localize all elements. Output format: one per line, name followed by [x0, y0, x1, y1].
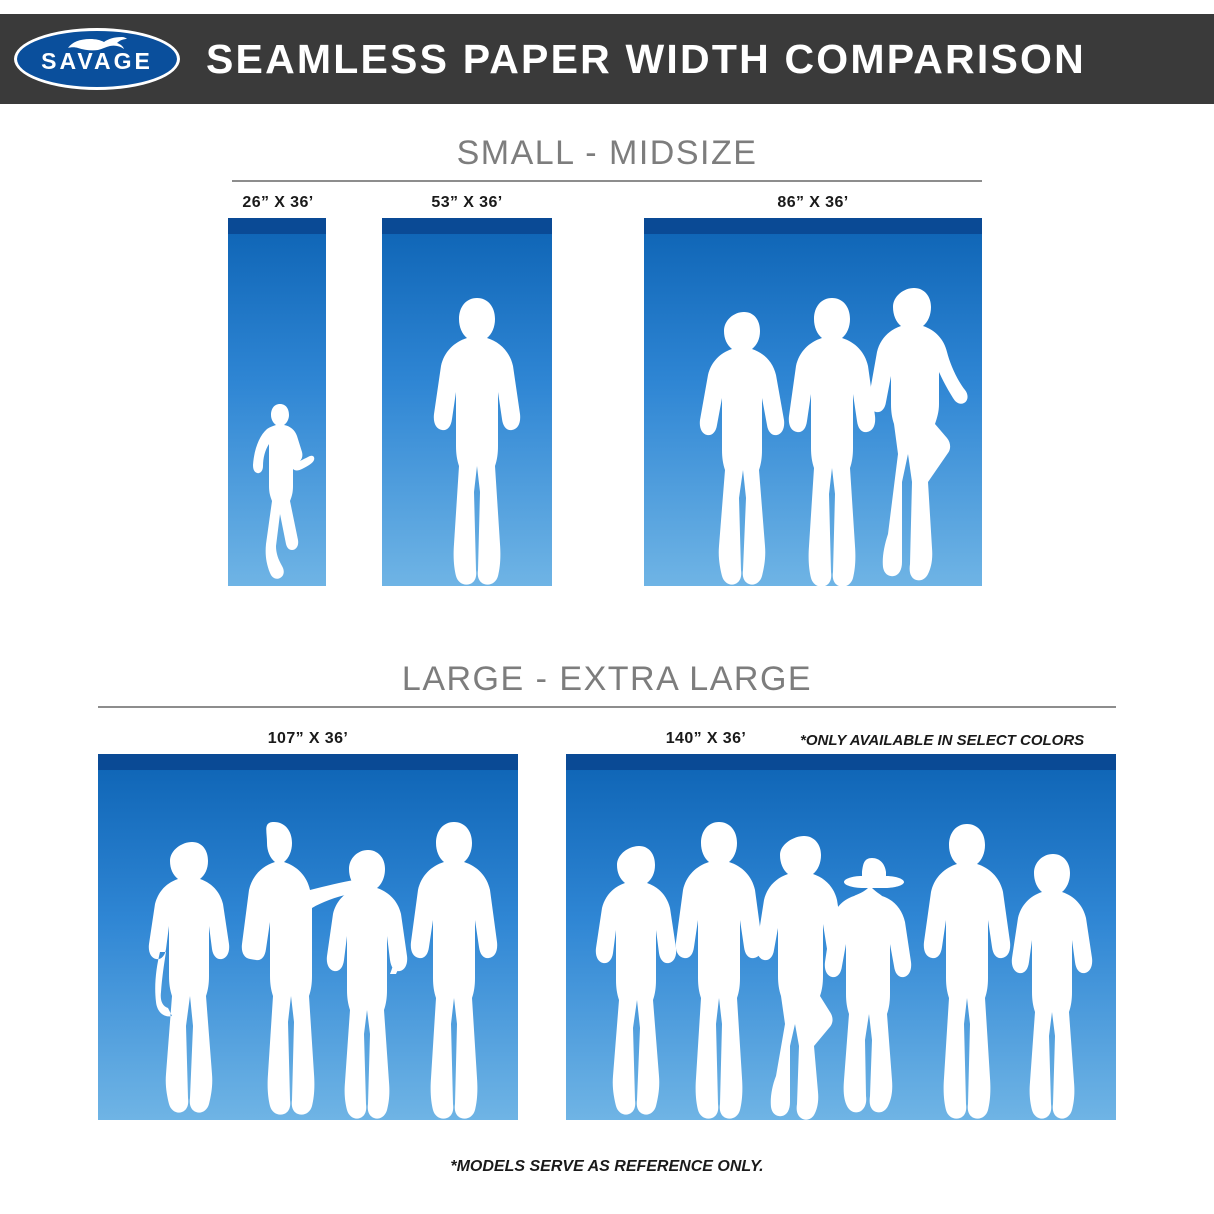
- figure-man: [424, 296, 530, 586]
- section-rule-large-extra-large: [98, 706, 1116, 708]
- panel-top-bar-86: [644, 218, 982, 234]
- panel-label-26: 26” X 36’: [242, 194, 314, 211]
- section-title-small-midsize: SMALL - MIDSIZE: [456, 134, 758, 172]
- logo-wordmark: SAVAGE: [41, 48, 153, 74]
- panel-140: [566, 754, 1116, 1120]
- figure-woman-right: [862, 286, 974, 586]
- figure-man-3: [1006, 852, 1102, 1120]
- savage-logo: [14, 22, 184, 96]
- panel-top-bar-26: [228, 218, 326, 234]
- panel-label-53: 53” X 36’: [431, 194, 503, 211]
- header-bar: [0, 14, 1214, 104]
- select-colors-note: *ONLY AVAILABLE IN SELECT COLORS: [800, 732, 1085, 749]
- panel-top-bar-107: [98, 754, 518, 770]
- panel-107: [98, 754, 518, 1120]
- section-rule-small-midsize: [232, 180, 982, 182]
- panel-label-107: 107” X 36’: [267, 730, 349, 747]
- figure-woman-hat: [824, 854, 924, 1120]
- panel-top-bar-53: [382, 218, 552, 234]
- panel-label-140: 140” X 36’: [665, 730, 747, 747]
- panel-26: [228, 218, 326, 586]
- panel-label-86: 86” X 36’: [777, 194, 849, 211]
- panel-top-bar-140: [566, 754, 1116, 770]
- panel-86: [644, 218, 982, 586]
- page-title: SEAMLESS PAPER WIDTH COMPARISON: [206, 35, 1086, 82]
- panel-53: [382, 218, 552, 586]
- section-title-large-extra-large: LARGE - EXTRA LARGE: [401, 660, 813, 698]
- figure-man-right: [400, 820, 510, 1120]
- figure-child: [252, 400, 316, 586]
- models-footnote: *MODELS SERVE AS REFERENCE ONLY.: [450, 1158, 764, 1175]
